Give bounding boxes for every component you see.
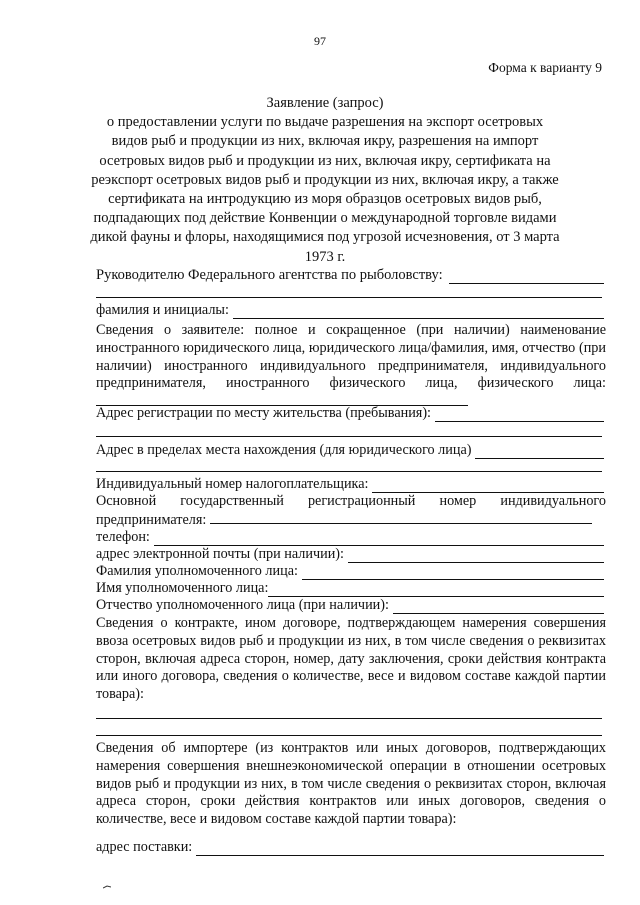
rep-patronymic-field [96,597,604,614]
delivery-address-blank[interactable] [196,842,604,856]
phone-label: телефон: [96,529,150,545]
form-variant-label: Форма к варианту 9 [488,60,602,75]
delivery-address-label: адрес поставки: [96,839,193,855]
contract-info-paragraph [96,615,606,704]
location-address-blank-continued[interactable] [96,471,602,472]
contract-info-label: Сведения о контракте, ином договоре, подтверждающем намерения совершения ввоза осетровых видов рыб и продукции из них, в том числе сведения о реквизитах сторон, включая адреса сторон, номер, дату заключения, сроки действия контракта или иного договора, сведения о количестве, весе и видовом составе каждой партии товара): [96,615,606,703]
registration-address-blank[interactable] [435,408,604,422]
registration-address-blank-continued[interactable] [96,436,602,437]
contract-info-blank-2[interactable] [96,735,602,736]
phone-blank[interactable] [154,532,604,546]
inn-blank[interactable] [372,479,604,493]
delivery-address-field [96,839,604,856]
name-initials-blank[interactable] [233,305,604,319]
ogrnip-paragraph [96,493,606,530]
location-address-blank[interactable] [475,445,604,459]
inn-label: Индивидуальный номер налогоплательщика: [96,476,369,492]
rep-surname-blank[interactable] [302,566,604,580]
title-heading: Заявление (запрос) [266,95,384,111]
registration-address-label: Адрес регистрации по месту жительства (пребывания): [96,405,431,421]
addressee-label: Руководителю Федерального агентства по рыболовству: [96,267,443,283]
email-field [96,546,604,563]
addressee-line [96,267,604,284]
applicant-info-paragraph [96,322,606,412]
name-initials-label: фамилия и инициалы: [96,302,229,318]
contract-info-blank-1[interactable] [96,718,602,719]
rep-name-label: Имя уполномоченного лица: [96,580,269,596]
addressee-blank-continued[interactable] [96,297,602,298]
importer-info-label: Сведения об импортере (из контрактов или иных договоров, подтверждающих намерения совершения внешнеэкономической операции в отношении осетровых видов рыб и продукции из них, в том числе сведения о реквизитах сторон, включая адреса сторон, сроки действия контрактов или иных договоров, сведения о количестве, весе и видовом составе каждой партии товара): [96,740,606,828]
name-initials-field [96,302,604,319]
location-address-field [96,442,604,459]
email-label: адрес электронной почты (при наличии): [96,546,344,562]
title-body: о предоставлении услуги по выдаче разрешения на экспорт осетровых видов рыб и продукции из них, включая икру, разрешения на импорт осетровых видов рыб и продукции из них, включая икру, сертификата на реэкспорт осетровых видов рыб и продукции из них, включая икру, а также сертификата на интродукцию из моря образцов осетровых видов рыб, подпадающих под действие Конвенции о международной торговле видами дикой фауны и флоры, находящимися под угрозой исчезновения, от 3 марта 1973 г. [90,114,560,265]
rep-name-blank[interactable] [268,583,604,597]
importer-info-paragraph [96,740,606,829]
addressee-blank[interactable] [449,270,604,284]
ogrnip-blank[interactable] [210,511,592,524]
ogrnip-label: Основной государственный регистрационный номер индивидуального предпринимателя: [96,493,606,528]
rep-surname-field [96,563,604,580]
document-title [90,94,560,267]
rep-patronymic-label: Отчество уполномоченного лица (при наличии): [96,597,389,613]
rep-surname-label: Фамилия уполномоченного лица: [96,563,298,579]
phone-field [96,529,604,546]
location-address-label: Адрес в пределах места нахождения (для юридического лица) [96,442,472,458]
inn-field [96,476,604,493]
stray-pen-mark [103,885,111,889]
applicant-info-label: Сведения о заявителе: полное и сокращенное (при наличии) наименование иностранного юридического лица, юридического лица/фамилия, имя, отчество (при наличии) иностранного индивидуального предпринимателя, индивидуального предпринимателя, иностранного физического лица, физического лица: [96,322,606,392]
registration-address-field [96,405,604,422]
email-blank[interactable] [348,549,604,563]
page-number: 97 [314,34,326,48]
rep-name-field [96,580,604,597]
rep-patronymic-blank[interactable] [393,600,604,614]
